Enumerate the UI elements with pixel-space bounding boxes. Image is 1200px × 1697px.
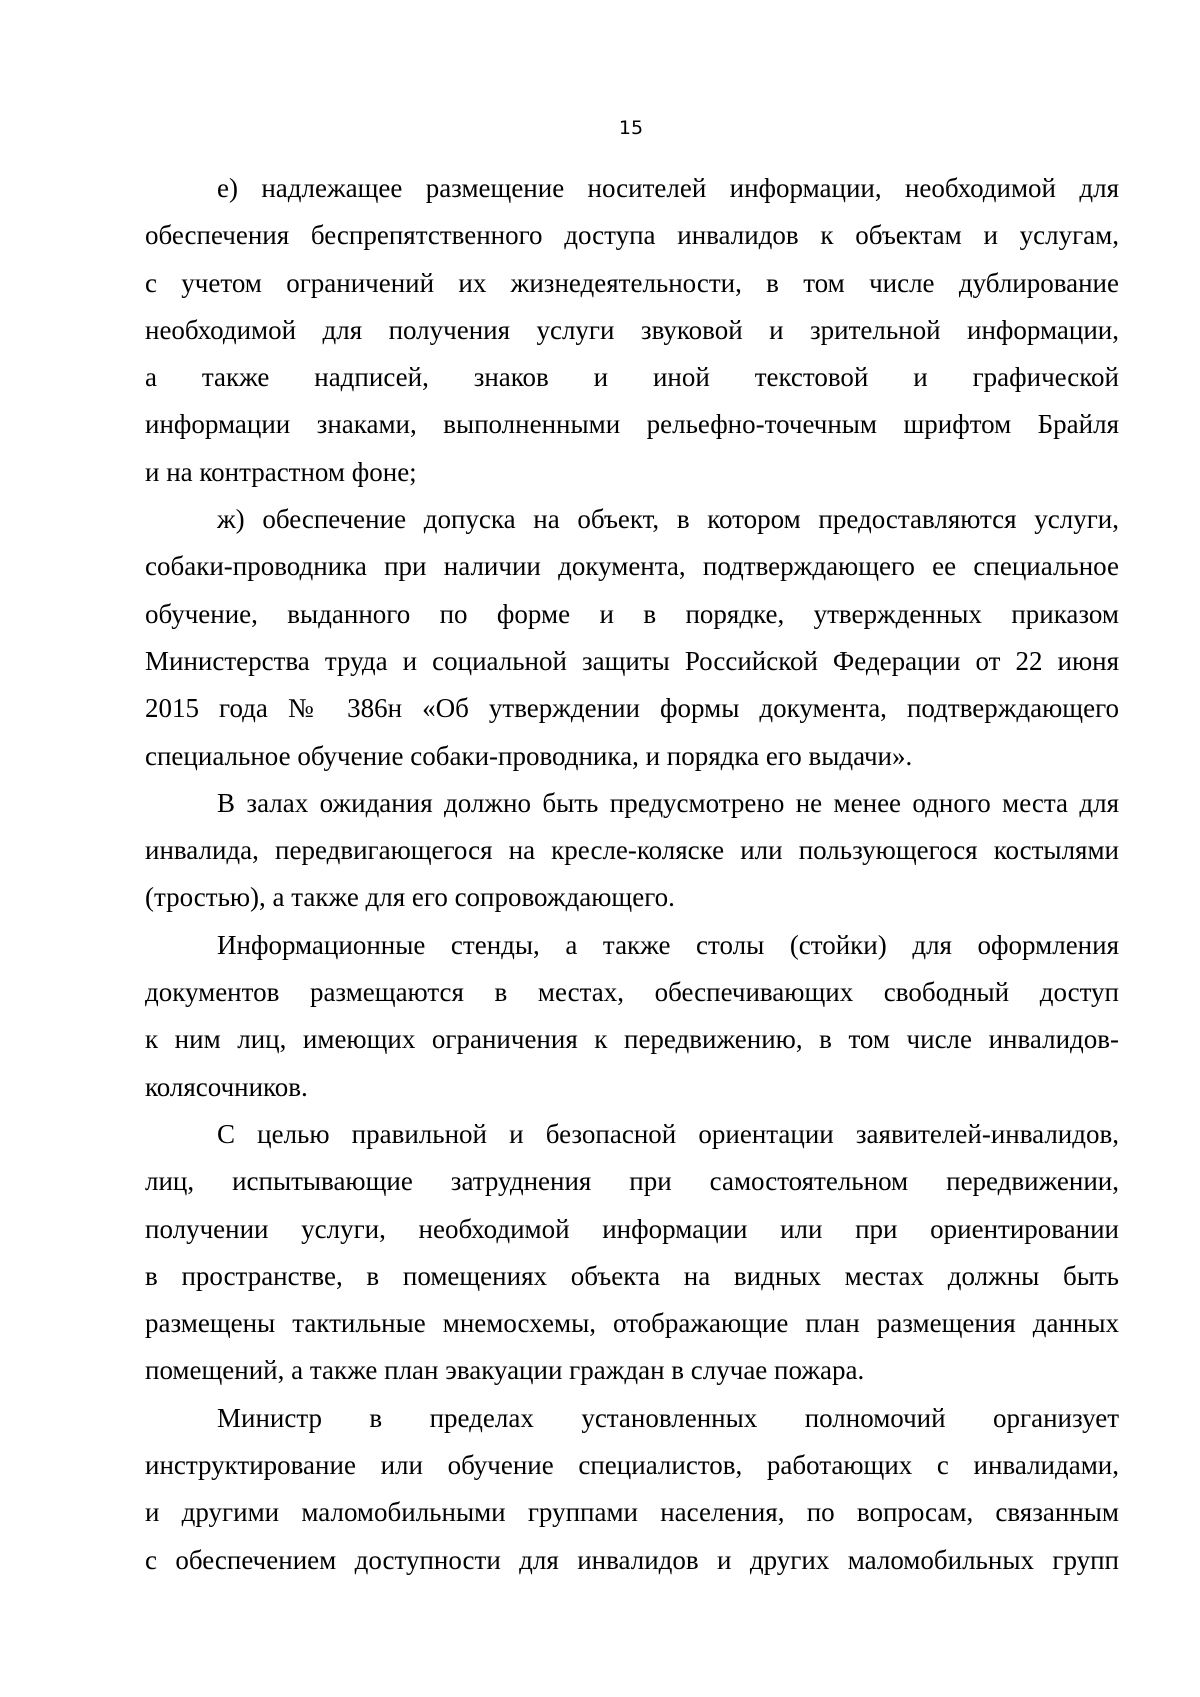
paragraph-item-zh (145, 496, 1119, 780)
text-line: специальное обучение собаки-проводника, и порядка его выдачи». (145, 740, 913, 771)
text-line: необходимой для получения услуги звуковой и зрительной информации, (145, 314, 1119, 345)
text-line: размещены тактильные мнемосхемы, отображающие план размещения данных (145, 1308, 1119, 1339)
text-line: обучение, выданного по форме и в порядке, утвержденных приказом (145, 598, 1119, 629)
text-line: С целью правильной и безопасной ориентации заявителей-инвалидов, (217, 1118, 1119, 1149)
text-line: ж) обеспечение допуска на объект, в котором предоставляются услуги, (217, 504, 1119, 535)
text-line: в пространстве, в помещениях объекта на видных местах должны быть (145, 1260, 1119, 1291)
paragraph-waiting-rooms (145, 780, 1119, 922)
paragraph-info-stands (145, 922, 1119, 1111)
text-line: информации знаками, выполненными рельефно-точечным шрифтом Брайля (145, 409, 1119, 440)
paragraph-minister (145, 1395, 1119, 1584)
text-line: получении услуги, необходимой информации или при ориентировании (145, 1213, 1119, 1244)
paragraph-item-e (145, 165, 1119, 496)
page-number: 15 (618, 117, 644, 139)
text-line: 2015 года № 386н «Об утверждении формы документа, подтверждающего (145, 693, 1119, 724)
text-line: колясочников. (145, 1071, 308, 1102)
text-line: обеспечения беспрепятственного доступа инвалидов к объектам и услугам, (145, 220, 1119, 251)
text-line: (тростью), а также для его сопровождающего. (145, 882, 675, 913)
text-line: Министр в пределах установленных полномочий организует (217, 1402, 1119, 1433)
text-line: помещений, а также план эвакуации граждан в случае пожара. (145, 1355, 865, 1386)
text-line: и другими маломобильными группами населения, по вопросам, связанным (145, 1497, 1119, 1528)
body-text (145, 165, 1119, 1584)
text-line: с учетом ограничений их жизнедеятельности, в том числе дублирование (145, 267, 1119, 298)
text-line: лиц, испытывающие затруднения при самостоятельном передвижении, (145, 1166, 1119, 1197)
text-line: Министерства труда и социальной защиты Российской Федерации от 22 июня (145, 645, 1119, 676)
text-line: собаки-проводника при наличии документа, подтверждающего ее специальное (145, 551, 1119, 582)
text-line: инструктирование или обучение специалистов, работающих с инвалидами, (145, 1450, 1119, 1481)
text-line: и на контрастном фоне; (145, 456, 417, 487)
text-line: В залах ожидания должно быть предусмотрено не менее одного места для (217, 787, 1119, 818)
text-line: е) надлежащее размещение носителей информации, необходимой для (217, 173, 1119, 203)
text-line: Информационные стенды, а также столы (стойки) для оформления (217, 929, 1119, 960)
text-line: к ним лиц, имеющих ограничения к передвижению, в том числе инвалидов- (145, 1024, 1119, 1055)
text-line: с обеспечением доступности для инвалидов и других маломобильных групп (145, 1544, 1119, 1575)
text-line: документов размещаются в местах, обеспечивающих свободный доступ (145, 977, 1119, 1008)
text-line: а также надписей, знаков и иной текстовой и графической (145, 362, 1119, 393)
text-line: инвалида, передвигающегося на кресле-коляске или пользующегося костылями (145, 835, 1119, 866)
paragraph-orientation (145, 1111, 1119, 1395)
